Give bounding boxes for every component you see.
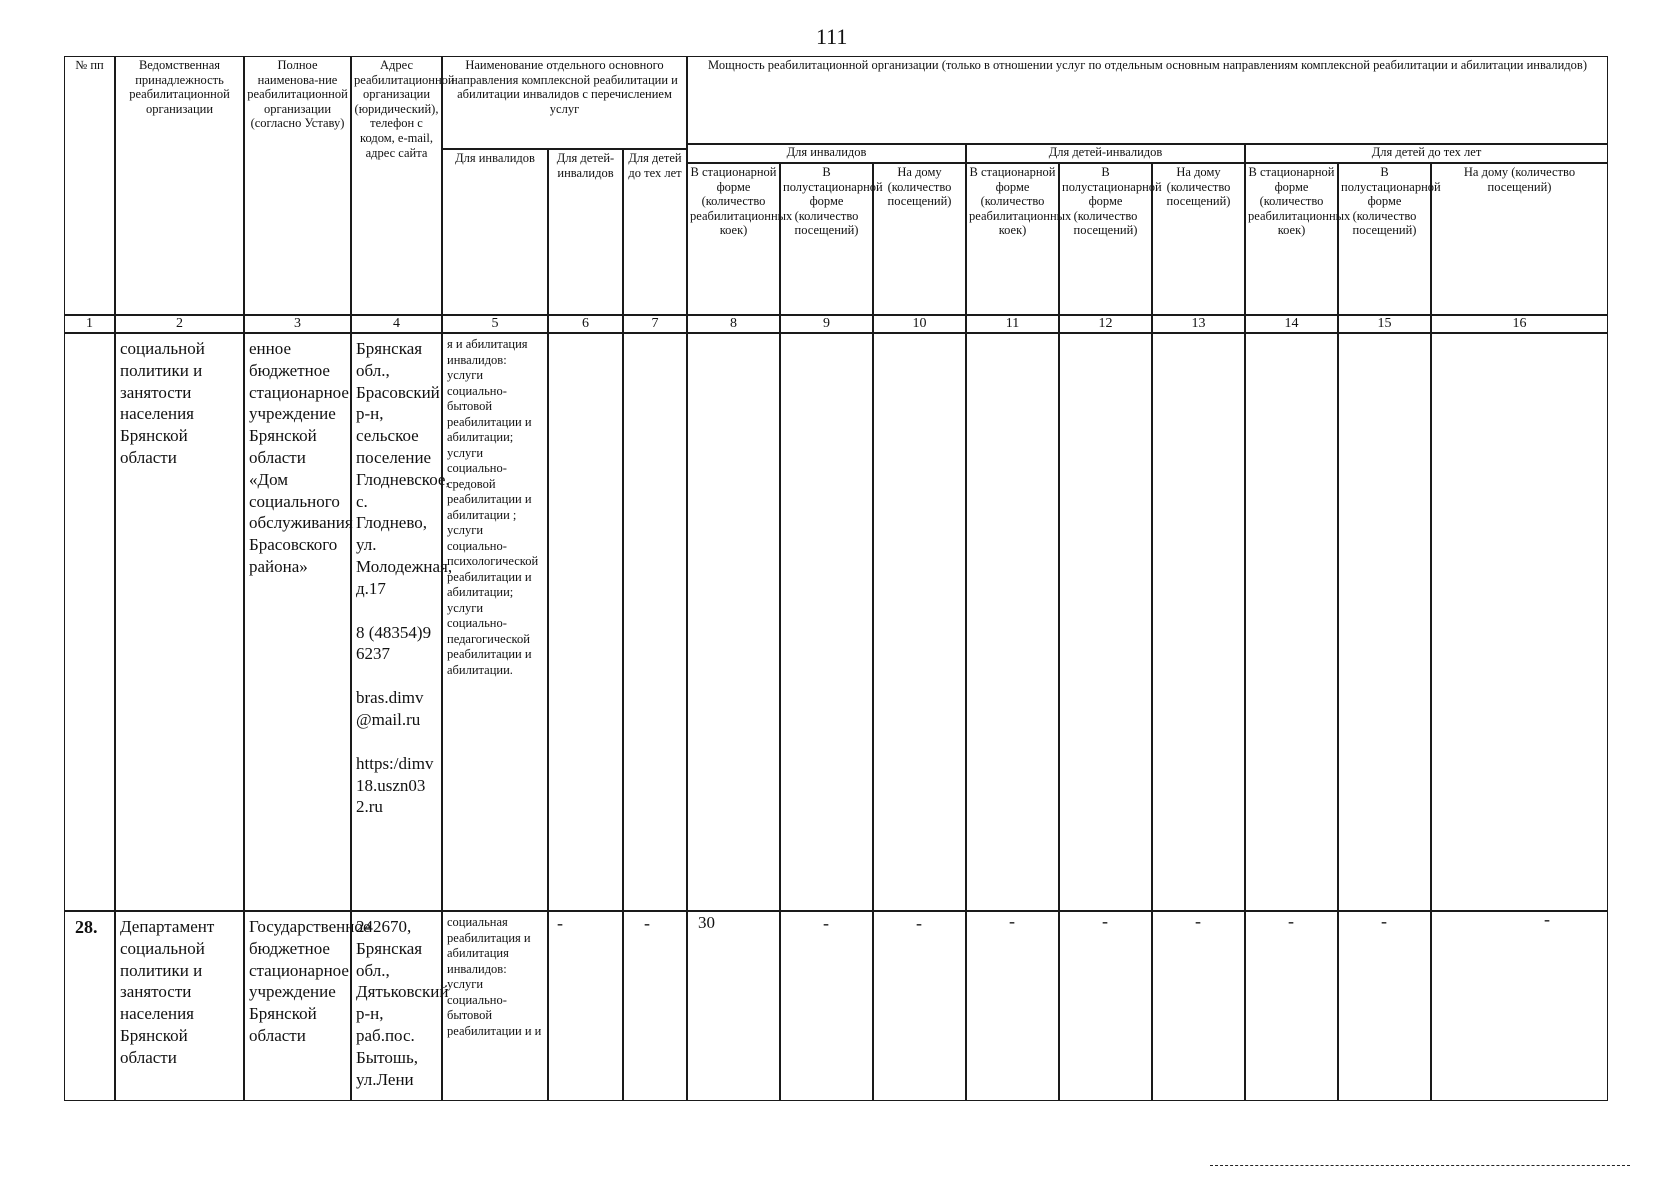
header-col-15 <box>1338 163 1441 315</box>
header-col-org-name-label: Полное наименова-ние реабилитационной организации (согласно Уставу) <box>247 58 348 131</box>
row-b-col-10 <box>873 911 966 1101</box>
colnum-8: 8 <box>687 315 780 333</box>
row-a-address-text: Брянская обл., Брасовский р-н, сельское поселение Глодневское, с. Глоднево, ул. Молодежная, д.17 <box>356 339 453 598</box>
colnum-13: 13 <box>1152 315 1245 333</box>
row-b-col-14 <box>1245 911 1338 1101</box>
row-a-col-7 <box>623 333 687 911</box>
header-col-15-label: В полустационарной форме (количество посещений) <box>1341 165 1441 238</box>
row-a-services: я и абилитация инвалидов: услуги социально-бытовой реабилитации и абилитации; услуги социально-средовой реабилитации и абилитации ; услуги социально-психологической реабилитации и абилитации; услуги социально-педагогической реабилитации и абилитации. <box>442 333 548 911</box>
row-b-number-cell <box>64 911 115 1101</box>
row-a-col-13 <box>1152 333 1245 911</box>
header-sub-adults <box>687 144 966 163</box>
colnum-7: 7 <box>623 315 687 333</box>
colnum-15: 15 <box>1338 315 1431 333</box>
header-col-number-label: № пп <box>75 58 104 72</box>
row-b-col-12-dash: - <box>1102 911 1108 931</box>
header-col-14 <box>1245 163 1351 315</box>
row-b-address: 242670, Брянская обл., Дятьковский р-н, раб.пос. Бытошь, ул.Лени <box>351 911 442 1101</box>
row-a-number <box>64 333 115 911</box>
row-b-department: Департамент социальной политики и занятости населения Брянской области <box>115 911 244 1101</box>
colnum-4: 4 <box>351 315 442 333</box>
row-b-col-6-dash: - <box>557 913 563 933</box>
colnum-2: 2 <box>115 315 244 333</box>
header-col-8-label: В стационарной форме (количество реабилитационных коек) <box>690 165 793 238</box>
row-a-col-14 <box>1245 333 1338 911</box>
header-col-13-label: На дому (количество посещений) <box>1166 165 1231 209</box>
row-a-col-8 <box>687 333 780 911</box>
row-b-col-7-dash: - <box>644 913 650 933</box>
header-group-capacity-label: Мощность реабилитационной организации (только в отношении услуг по отдельным основным направлениям комплексной реабилитации и абилитации инвалидов) <box>708 58 1587 72</box>
row-b-col-15 <box>1338 911 1431 1101</box>
row-a-col-15 <box>1338 333 1431 911</box>
row-b-org-name: Государственное бюджетное стационарное учреждение Брянской области <box>244 911 351 1101</box>
header-col-org-name <box>244 56 351 315</box>
header-col-16-label: На дому (количество посещений) <box>1463 165 1576 194</box>
header-col-7-label: Для детей до тех лет <box>628 151 682 180</box>
row-b-col-8 <box>687 911 780 1101</box>
row-a-col-6 <box>548 333 623 911</box>
header-group-capacity <box>687 56 1608 144</box>
header-col-department-label: Ведомственная принадлежность реабилитационной организации <box>129 58 230 116</box>
row-b-col-11 <box>966 911 1059 1101</box>
scan-artifact-line <box>1210 1165 1630 1166</box>
row-b-col-10-dash: - <box>916 913 922 933</box>
header-sub-young-label: Для детей до тех лет <box>1371 145 1482 159</box>
header-col-11-label: В стационарной форме (количество реабилитационных коек) <box>969 165 1072 238</box>
header-col-8 <box>687 163 793 315</box>
header-col-16 <box>1431 163 1608 315</box>
colnum-9: 9 <box>780 315 873 333</box>
row-a-department: социальной политики и занятости населения Брянской области <box>115 333 244 911</box>
header-col-address <box>351 56 455 315</box>
header-col-7 <box>623 149 687 315</box>
row-a-col-16 <box>1431 333 1608 911</box>
header-col-5-label: Для инвалидов <box>455 151 535 165</box>
row-a-org-name: енное бюджетное стационарное учреждение Брянской области «Дом социального обслуживания Брасовского района» <box>244 333 351 911</box>
header-col-9-label: В полустационарной форме (количество посещений) <box>783 165 883 238</box>
row-b-col-11-dash: - <box>1009 911 1015 931</box>
header-col-10 <box>873 163 966 315</box>
row-b-col-12 <box>1059 911 1152 1101</box>
header-col-12-label: В полустационарной форме (количество посещений) <box>1062 165 1162 238</box>
header-sub-children-label: Для детей-инвалидов <box>1048 145 1163 159</box>
row-b-col-9 <box>780 911 873 1101</box>
row-a-col-10 <box>873 333 966 911</box>
header-col-12 <box>1059 163 1162 315</box>
header-col-6 <box>548 149 623 315</box>
page-number: 111 <box>816 24 848 49</box>
row-b-number: 28. <box>75 917 98 937</box>
colnum-12: 12 <box>1059 315 1152 333</box>
header-group-directions-label: Наименование отдельного основного направления комплексной реабилитации и абилитации инвалидов с перечислением услуг <box>451 58 678 116</box>
header-sub-young <box>1245 144 1608 163</box>
row-a-site: https:/dimv18.uszn032.ru <box>356 753 434 817</box>
row-b-col-16-dash: - <box>1544 909 1550 929</box>
header-sub-adults-label: Для инвалидов <box>786 145 867 159</box>
colnum-11: 11 <box>966 315 1059 333</box>
row-b-col-8-value: 30 <box>698 913 715 932</box>
row-b-col-13-dash: - <box>1195 911 1201 931</box>
colnum-14: 14 <box>1245 315 1338 333</box>
row-b-col-9-dash: - <box>823 913 829 933</box>
header-col-9 <box>780 163 883 315</box>
colnum-5: 5 <box>442 315 548 333</box>
header-col-13 <box>1152 163 1245 315</box>
row-a-address <box>351 333 453 911</box>
row-b-col-7 <box>623 911 687 1101</box>
row-a-col-11 <box>966 333 1059 911</box>
header-col-6-label: Для детей-инвалидов <box>556 151 615 180</box>
colnum-3: 3 <box>244 315 351 333</box>
header-col-number <box>64 56 115 315</box>
header-sub-children <box>966 144 1245 163</box>
row-a-col-12 <box>1059 333 1152 911</box>
row-a-col-9 <box>780 333 873 911</box>
header-col-5 <box>442 149 548 315</box>
colnum-10: 10 <box>873 315 966 333</box>
colnum-6: 6 <box>548 315 623 333</box>
row-b-col-16 <box>1431 911 1608 1101</box>
colnum-16: 16 <box>1431 315 1608 333</box>
colnum-1: 1 <box>64 315 115 333</box>
row-a-email: bras.dimv@mail.ru <box>356 688 424 729</box>
row-b-services: социальная реабилитация и абилитация инвалидов: услуги социально-бытовой реабилитации и и <box>442 911 548 1101</box>
header-col-address-label: Адрес реабилитационной организации (юридический), телефон с кодом, e-mail, адрес сайта <box>354 58 455 160</box>
row-b-col-15-dash: - <box>1381 911 1387 931</box>
header-col-10-label: На дому (количество посещений) <box>887 165 952 209</box>
header-group-directions <box>442 56 687 149</box>
header-col-department <box>115 56 244 315</box>
row-a-phone: 8 (48354)96237 <box>356 622 432 664</box>
row-b-col-6 <box>548 911 623 1101</box>
header-col-11 <box>966 163 1072 315</box>
row-b-col-13 <box>1152 911 1245 1101</box>
header-col-14-label: В стационарной форме (количество реабилитационных коек) <box>1248 165 1351 238</box>
row-b-col-14-dash: - <box>1288 911 1294 931</box>
